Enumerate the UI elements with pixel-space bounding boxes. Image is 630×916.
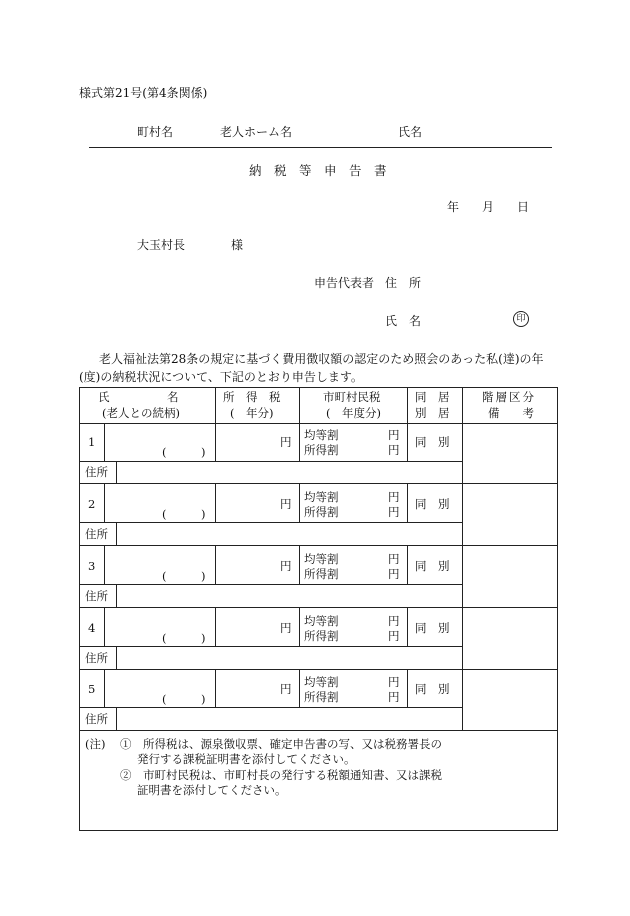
header-class: 階層区分 [482, 390, 536, 404]
address-label: 住所 [85, 589, 108, 603]
income-tax-yen: 円 [280, 621, 292, 635]
per-capita-label: 均等割 [304, 428, 339, 442]
date-month: 月 [482, 200, 495, 214]
cohabit-status: 同 別 [415, 621, 450, 635]
income-levy-label: 所得割 [304, 690, 339, 704]
cohabit-status: 同 別 [415, 682, 450, 696]
header-income-tax-year: ( 年分) [230, 406, 274, 420]
representative-label: 申告代表者 [314, 276, 375, 290]
declaration-table [79, 387, 558, 831]
cohabit-status: 同 別 [415, 497, 450, 511]
header-remarks: 備 考 [488, 406, 534, 420]
relation-paren: ( ) [162, 692, 206, 706]
body-text-line2: (度)の納税状況について、下記のとおり申告します。 [79, 370, 363, 384]
address-label: 住所 [85, 527, 108, 541]
per-capita-label: 均等割 [304, 614, 339, 628]
cohabit-status: 同 別 [415, 435, 450, 449]
income-levy-label: 所得割 [304, 443, 339, 457]
document-title: 納 税 等 申 告 書 [249, 163, 387, 178]
income-levy-yen: 円 [388, 443, 400, 457]
header-resident-tax: 市町村民税 [323, 390, 381, 404]
declarant-name-label: 氏 名 [385, 314, 422, 328]
header-separate: 別 居 [415, 406, 450, 420]
income-tax-yen: 円 [280, 559, 292, 573]
address-label: 住所 [85, 651, 108, 665]
row-number: 3 [88, 559, 96, 573]
per-capita-yen: 円 [388, 614, 400, 628]
relation-paren: ( ) [162, 445, 206, 459]
seal-mark: 印 [513, 311, 529, 327]
cohabit-status: 同 別 [415, 559, 450, 573]
header-name: 氏 名 [98, 390, 179, 404]
address-label: 住所 [85, 712, 108, 726]
note2-line1: ② 市町村民税は、市町村長の発行する税額通知書、又は課税 [120, 768, 442, 782]
relation-paren: ( ) [162, 507, 206, 521]
declarant-address-label: 住 所 [385, 276, 422, 290]
income-levy-label: 所得割 [304, 629, 339, 643]
relation-paren: ( ) [162, 569, 206, 583]
income-levy-yen: 円 [388, 629, 400, 643]
income-levy-label: 所得割 [304, 567, 339, 581]
notes-label: (注) [85, 737, 106, 751]
income-tax-yen: 円 [280, 435, 292, 449]
row-number: 1 [88, 435, 96, 449]
per-capita-label: 均等割 [304, 675, 339, 689]
municipality-label: 町村名 [137, 125, 174, 139]
addressee-honorific: 様 [231, 238, 244, 252]
row-number: 4 [88, 621, 96, 635]
relation-paren: ( ) [162, 631, 206, 645]
per-capita-yen: 円 [388, 552, 400, 566]
income-tax-yen: 円 [280, 497, 292, 511]
per-capita-label: 均等割 [304, 552, 339, 566]
header-rule [89, 147, 552, 148]
income-levy-yen: 円 [388, 690, 400, 704]
body-text-line1: 老人福祉法第28条の規定に基づく費用徴収額の認定のため照会のあった私(達)の年 [99, 352, 544, 366]
nursing-home-label: 老人ホーム名 [220, 125, 293, 139]
header-cohabit: 同 居 [415, 390, 450, 404]
per-capita-yen: 円 [388, 428, 400, 442]
header-resident-tax-year: ( 年度分) [326, 406, 381, 420]
addressee-name: 大玉村長 [137, 238, 186, 252]
date-year: 年 [447, 200, 460, 214]
income-levy-yen: 円 [388, 567, 400, 581]
form-number: 様式第21号(第4条関係) [79, 86, 208, 100]
note2-line2: 証明書を添付してください。 [137, 783, 287, 797]
header-name-label: 氏名 [398, 125, 423, 139]
income-tax-yen: 円 [280, 682, 292, 696]
income-levy-yen: 円 [388, 505, 400, 519]
income-levy-label: 所得割 [304, 505, 339, 519]
header-income-tax: 所 得 税 [223, 390, 281, 404]
note1-line2: 発行する課税証明書を添付してください。 [137, 752, 356, 766]
address-label: 住所 [85, 465, 108, 479]
row-number: 2 [88, 497, 96, 511]
row-number: 5 [88, 682, 96, 696]
per-capita-yen: 円 [388, 675, 400, 689]
header-relation: (老人との続柄) [102, 406, 180, 420]
date-day: 日 [517, 200, 530, 214]
per-capita-label: 均等割 [304, 490, 339, 504]
per-capita-yen: 円 [388, 490, 400, 504]
note1-line1: ① 所得税は、源泉徴収票、確定申告書の写、又は税務署長の [120, 737, 442, 751]
